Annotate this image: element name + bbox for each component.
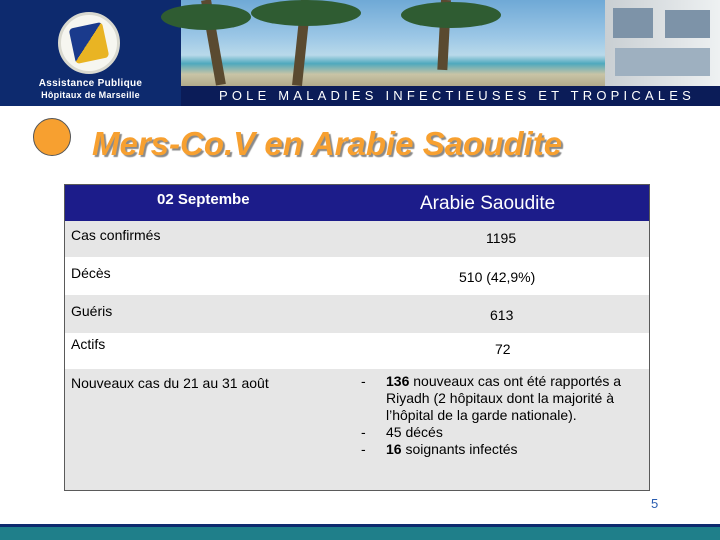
- dash-bullet: -: [361, 441, 366, 457]
- stats-table: [64, 184, 650, 491]
- row-value: 510 (42,9%): [459, 269, 536, 285]
- row-label: Actifs: [71, 336, 106, 352]
- footer-bar: [0, 524, 720, 540]
- row-value: 72: [495, 341, 511, 357]
- page-number: 5: [651, 496, 659, 511]
- slide-title: Mers-Co.V en Arabie Saoudite: [92, 125, 563, 162]
- org-name-line2: Hôpitaux de Marseille: [41, 90, 140, 100]
- table-row: [65, 333, 649, 369]
- list-item: [361, 424, 649, 441]
- new-cases-list: [361, 373, 649, 458]
- table-row: [65, 295, 649, 333]
- palm-frond: [251, 0, 361, 26]
- row-label: Décès: [71, 265, 111, 281]
- row-value: 1195: [486, 230, 517, 246]
- department-banner-text: POLE MALADIES INFECTIEUSES ET TROPICALES: [219, 88, 695, 103]
- table-header-row: [65, 185, 649, 221]
- window: [615, 48, 710, 76]
- palm-frond: [401, 2, 501, 28]
- row-label: Cas confirmés: [71, 227, 161, 243]
- list-item: [361, 373, 649, 424]
- logo-panel: [0, 0, 181, 106]
- title-bullet-icon: [33, 118, 71, 156]
- item-bold: 16: [386, 441, 402, 457]
- palm-frond: [161, 4, 251, 30]
- header-banner: [0, 0, 720, 106]
- table-row: [65, 221, 649, 257]
- logo-emblem-icon: [69, 22, 110, 64]
- org-name-line1: Assistance Publique: [38, 78, 143, 89]
- ap-hm-logo: [58, 12, 120, 74]
- table-row: [65, 257, 649, 295]
- new-cases-label: Nouveaux cas du 21 au 31 août: [71, 375, 269, 391]
- item-bold: 136: [386, 373, 410, 389]
- item-text: soignants infectés: [401, 441, 518, 457]
- header-date: 02 Septembe: [157, 191, 250, 208]
- building-photo: [605, 0, 720, 86]
- list-item: [361, 441, 649, 458]
- window: [665, 10, 710, 38]
- item-text: 45 décés: [386, 424, 443, 440]
- window: [613, 8, 653, 38]
- row-label: Guéris: [71, 303, 113, 319]
- dash-bullet: -: [361, 424, 366, 440]
- header-country: Arabie Saoudite: [420, 193, 556, 214]
- table-row-new-cases: [65, 369, 649, 490]
- row-value: 613: [490, 307, 514, 323]
- dash-bullet: -: [361, 373, 366, 389]
- item-text: nouveaux cas ont été rapportés a Riyadh (2 hôpitaux dont la majorité à l’hôpital de la garde nationale).: [386, 373, 622, 423]
